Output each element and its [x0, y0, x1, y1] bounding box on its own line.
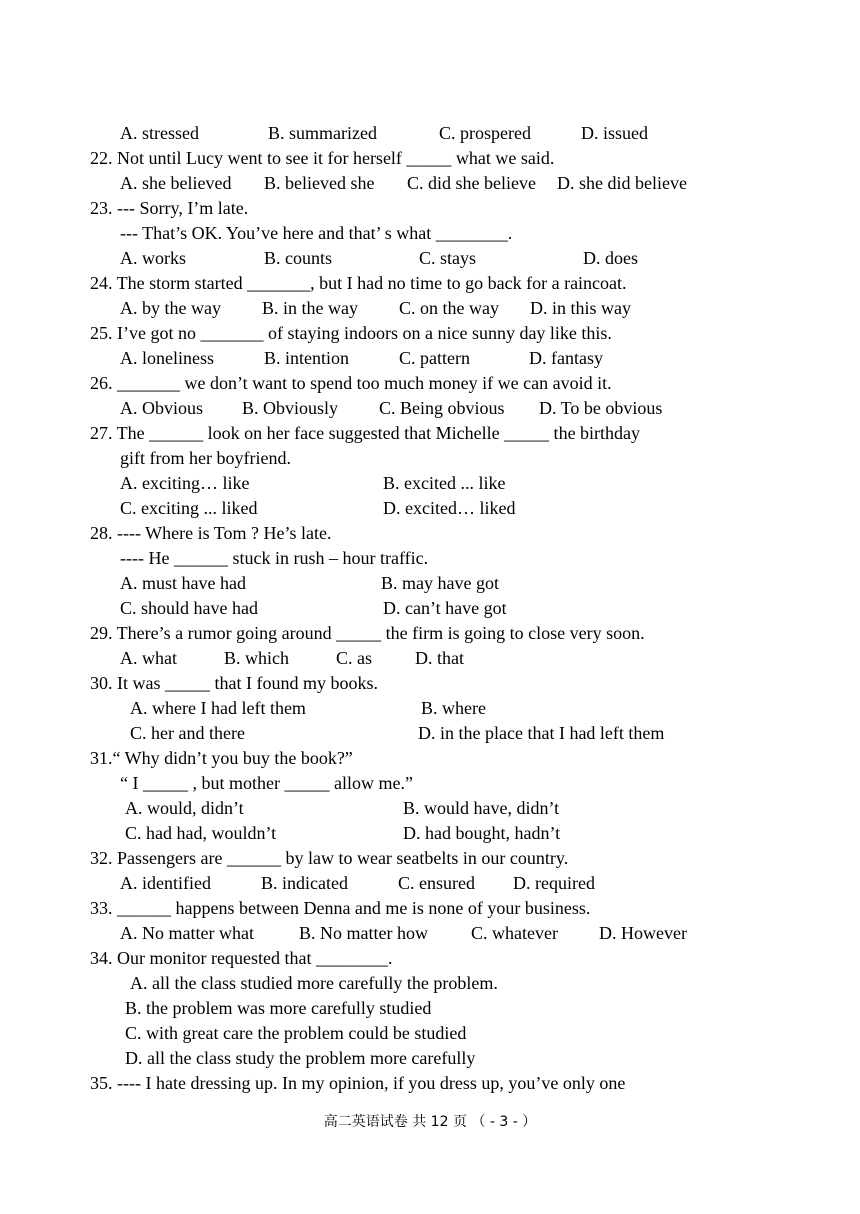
question-stem: 23. --- Sorry, I’m late.	[90, 198, 249, 218]
option-c: C. did she believe	[407, 173, 536, 193]
option-b: B. which	[224, 648, 289, 668]
option-b: B. Obviously	[242, 398, 339, 418]
option-b: B. may have got	[381, 573, 499, 593]
option-b: B. indicated	[261, 873, 348, 893]
option-c: C. had had, wouldn’t	[125, 823, 277, 843]
option-c: C. ensured	[398, 873, 475, 893]
option-a: A. Obvious	[120, 398, 204, 418]
option-a: A. would, didn’t	[125, 798, 244, 818]
option-b: B. where	[421, 698, 486, 718]
question-stem: 35. ---- I hate dressing up. In my opinion, if you dress up, you’ve only one	[90, 1073, 626, 1093]
option-d: D. issued	[581, 123, 648, 143]
option-a: A. identified	[120, 873, 211, 893]
option-c: C. exciting ... liked	[120, 498, 258, 518]
option-c: C. as	[336, 648, 372, 668]
option-a: A. must have had	[120, 573, 246, 593]
option-b: B. excited ... like	[383, 473, 506, 493]
option-d: D. However	[599, 923, 687, 943]
option-b: B. intention	[264, 348, 349, 368]
option-a: A. stressed	[120, 123, 199, 143]
question-stem: 22. Not until Lucy went to see it for herself _____ what we said.	[90, 148, 555, 168]
option-d: D. all the class study the problem more carefully	[125, 1048, 476, 1068]
option-b: B. No matter how	[299, 923, 428, 943]
option-d: D. that	[415, 648, 464, 668]
option-a: A. she believed	[120, 173, 232, 193]
option-d: D. excited… liked	[383, 498, 516, 518]
option-c: C. pattern	[399, 348, 470, 368]
option-a: A. all the class studied more carefully the problem.	[130, 973, 498, 993]
option-a: A. works	[120, 248, 186, 268]
option-c: C. stays	[419, 248, 477, 268]
option-d: D. in the place that I had left them	[418, 723, 665, 743]
option-a: A. No matter what	[120, 923, 254, 943]
option-b: B. summarized	[268, 123, 377, 143]
option-d: D. fantasy	[529, 348, 603, 368]
option-a: A. where I had left them	[130, 698, 306, 718]
question-stem: 26. _______ we don’t want to spend too much money if we can avoid it.	[90, 373, 612, 393]
question-stem: 34. Our monitor requested that ________.	[90, 948, 393, 968]
question-stem: 24. The storm started _______, but I had no time to go back for a raincoat.	[90, 273, 627, 293]
question-stem: 33. ______ happens between Denna and me is none of your business.	[90, 898, 591, 918]
question-stem: 30. It was _____ that I found my books.	[90, 673, 378, 693]
option-a: A. by the way	[120, 298, 221, 318]
option-c: C. Being obvious	[379, 398, 505, 418]
option-c: C. her and there	[130, 723, 245, 743]
question-stem: 32. Passengers are ______ by law to wear seatbelts in our country.	[90, 848, 569, 868]
option-c: C. should have had	[120, 598, 258, 618]
question-stem: 29. There’s a rumor going around _____ the firm is going to close very soon.	[90, 623, 645, 643]
question-stem: 28. ---- Where is Tom ? He’s late.	[90, 523, 332, 543]
question-stem-continued: --- That’s OK. You’ve here and that’ s what ________.	[120, 223, 513, 243]
option-b: B. believed she	[264, 173, 375, 193]
question-stem: 31.“ Why didn’t you buy the book?”	[90, 748, 353, 768]
option-b: B. in the way	[262, 298, 358, 318]
option-c: C. whatever	[471, 923, 558, 943]
option-b: B. would have, didn’t	[403, 798, 560, 818]
question-stem-continued: gift from her boyfriend.	[120, 448, 291, 468]
question-stem: 25. I’ve got no _______ of staying indoors on a nice sunny day like this.	[90, 323, 612, 343]
option-a: A. what	[120, 648, 177, 668]
option-d: D. in this way	[530, 298, 631, 318]
option-a: A. loneliness	[120, 348, 214, 368]
page-footer: 高二英语试卷 共 12 页 （ - 3 - ）	[323, 1114, 537, 1130]
question-stem: 27. The ______ look on her face suggested that Michelle _____ the birthday	[90, 423, 641, 443]
option-d: D. To be obvious	[539, 398, 663, 418]
option-b: B. the problem was more carefully studied	[125, 998, 432, 1018]
question-stem-continued: ---- He ______ stuck in rush – hour traffic.	[120, 548, 429, 568]
question-stem-continued: “ I _____ , but mother _____ allow me.”	[120, 773, 413, 793]
option-d: D. had bought, hadn’t	[403, 823, 561, 843]
option-a: A. exciting… like	[120, 473, 250, 493]
option-d: D. she did believe	[557, 173, 687, 193]
option-d: D. can’t have got	[383, 598, 507, 618]
option-c: C. on the way	[399, 298, 499, 318]
option-d: D. does	[583, 248, 638, 268]
option-b: B. counts	[264, 248, 333, 268]
option-c: C. with great care the problem could be studied	[125, 1023, 467, 1043]
option-d: D. required	[513, 873, 595, 893]
option-c: C. prospered	[439, 123, 531, 143]
